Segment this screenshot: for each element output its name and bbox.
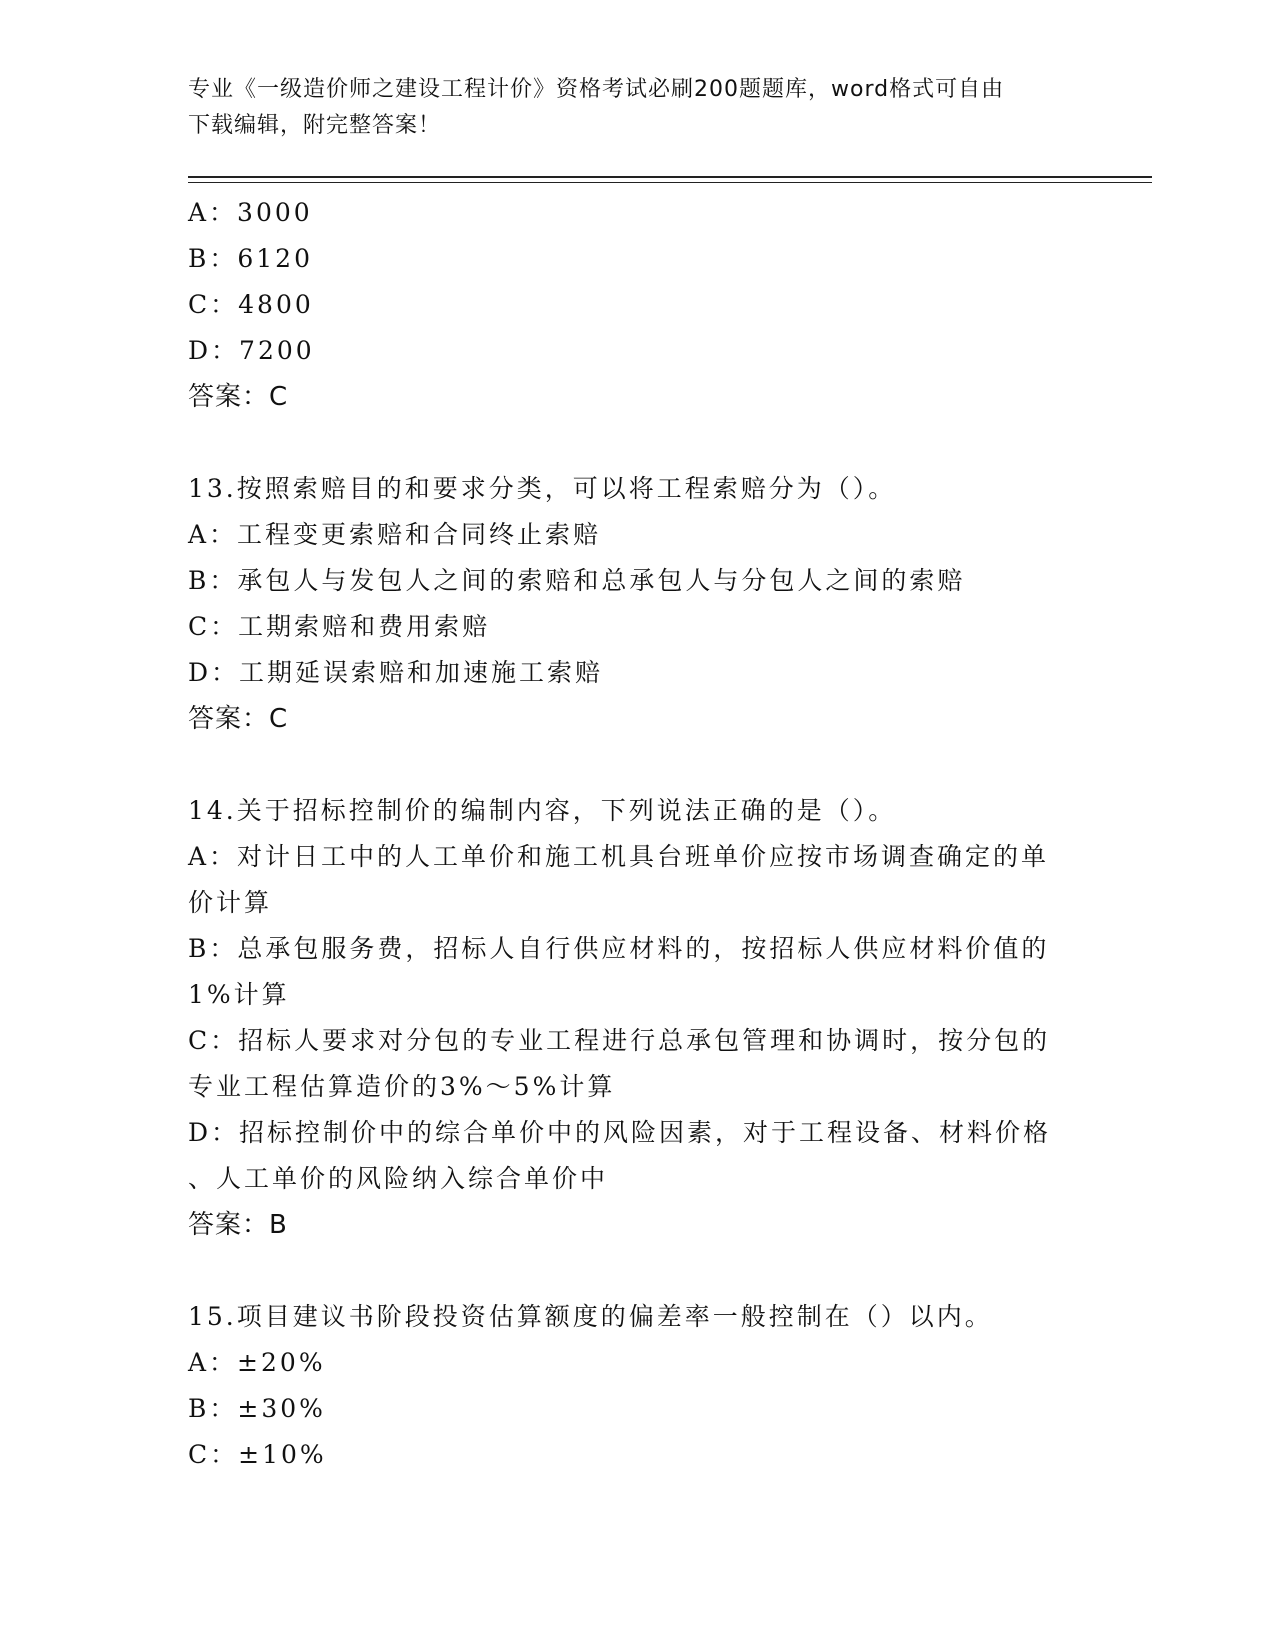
option-c: C：±10% (188, 1440, 327, 1469)
option-c-line-1: C：招标人要求对分包的专业工程进行总承包管理和协调时，按分包的 (188, 1026, 1051, 1055)
page-header (188, 72, 1088, 144)
option-d-line-2: 、人工单价的风险纳入综合单价中 (188, 1164, 609, 1193)
spacer (188, 420, 1088, 466)
question-stem: 15.项目建议书阶段投资估算额度的偏差率一般控制在（）以内。 (188, 1302, 993, 1331)
option-c: C：工期索赔和费用索赔 (188, 612, 491, 641)
question-stem: 14.关于招标控制价的编制内容，下列说法正确的是（）。 (188, 796, 897, 825)
option-b: B：6120 (188, 244, 313, 273)
answer: 答案：B (188, 1210, 288, 1240)
option-b: B：承包人与发包人之间的索赔和总承包人与分包人之间的索赔 (188, 566, 966, 595)
option-b (188, 926, 1088, 1018)
header-divider-thin (188, 182, 1152, 183)
question-15 (188, 1294, 1088, 1478)
option-a-line-2: 价计算 (188, 888, 273, 917)
option-c-line-2: 专业工程估算造价的3%～5%计算 (188, 1072, 616, 1101)
header-divider-thick (188, 176, 1152, 178)
option-b-line-2: 1%计算 (188, 980, 290, 1009)
spacer (188, 1248, 1088, 1294)
option-a-line-1: A：对计日工中的人工单价和施工机具台班单价应按市场调查确定的单 (188, 842, 1050, 871)
option-a: A：±20% (188, 1348, 326, 1377)
option-a: A：3000 (188, 198, 313, 227)
header-title-line-1: 专业《一级造价师之建设工程计价》资格考试必刷200题题库，word格式可自由 (188, 77, 1005, 102)
spacer (188, 742, 1088, 788)
option-b-line-1: B：总承包服务费，招标人自行供应材料的，按招标人供应材料价值的 (188, 934, 1050, 963)
option-d-line-1: D：招标控制价中的综合单价中的风险因素，对于工程设备、材料价格 (188, 1118, 1052, 1147)
option-a: A：工程变更索赔和合同终止索赔 (188, 520, 602, 549)
option-d (188, 1110, 1088, 1202)
question-list (188, 190, 1088, 1478)
option-c (188, 1018, 1088, 1110)
question-13 (188, 466, 1088, 742)
option-d: D：7200 (188, 336, 315, 365)
option-a (188, 834, 1088, 926)
question-12-continued (188, 190, 1088, 420)
answer: 答案：C (188, 382, 289, 412)
question-stem: 13.按照索赔目的和要求分类，可以将工程索赔分为（）。 (188, 474, 897, 503)
option-b: B：±30% (188, 1394, 326, 1423)
header-title-line-2: 下载编辑，附完整答案！ (188, 113, 442, 138)
option-c: C：4800 (188, 290, 314, 319)
option-d: D：工期延误索赔和加速施工索赔 (188, 658, 604, 687)
answer: 答案：C (188, 704, 289, 734)
question-14 (188, 788, 1088, 1248)
